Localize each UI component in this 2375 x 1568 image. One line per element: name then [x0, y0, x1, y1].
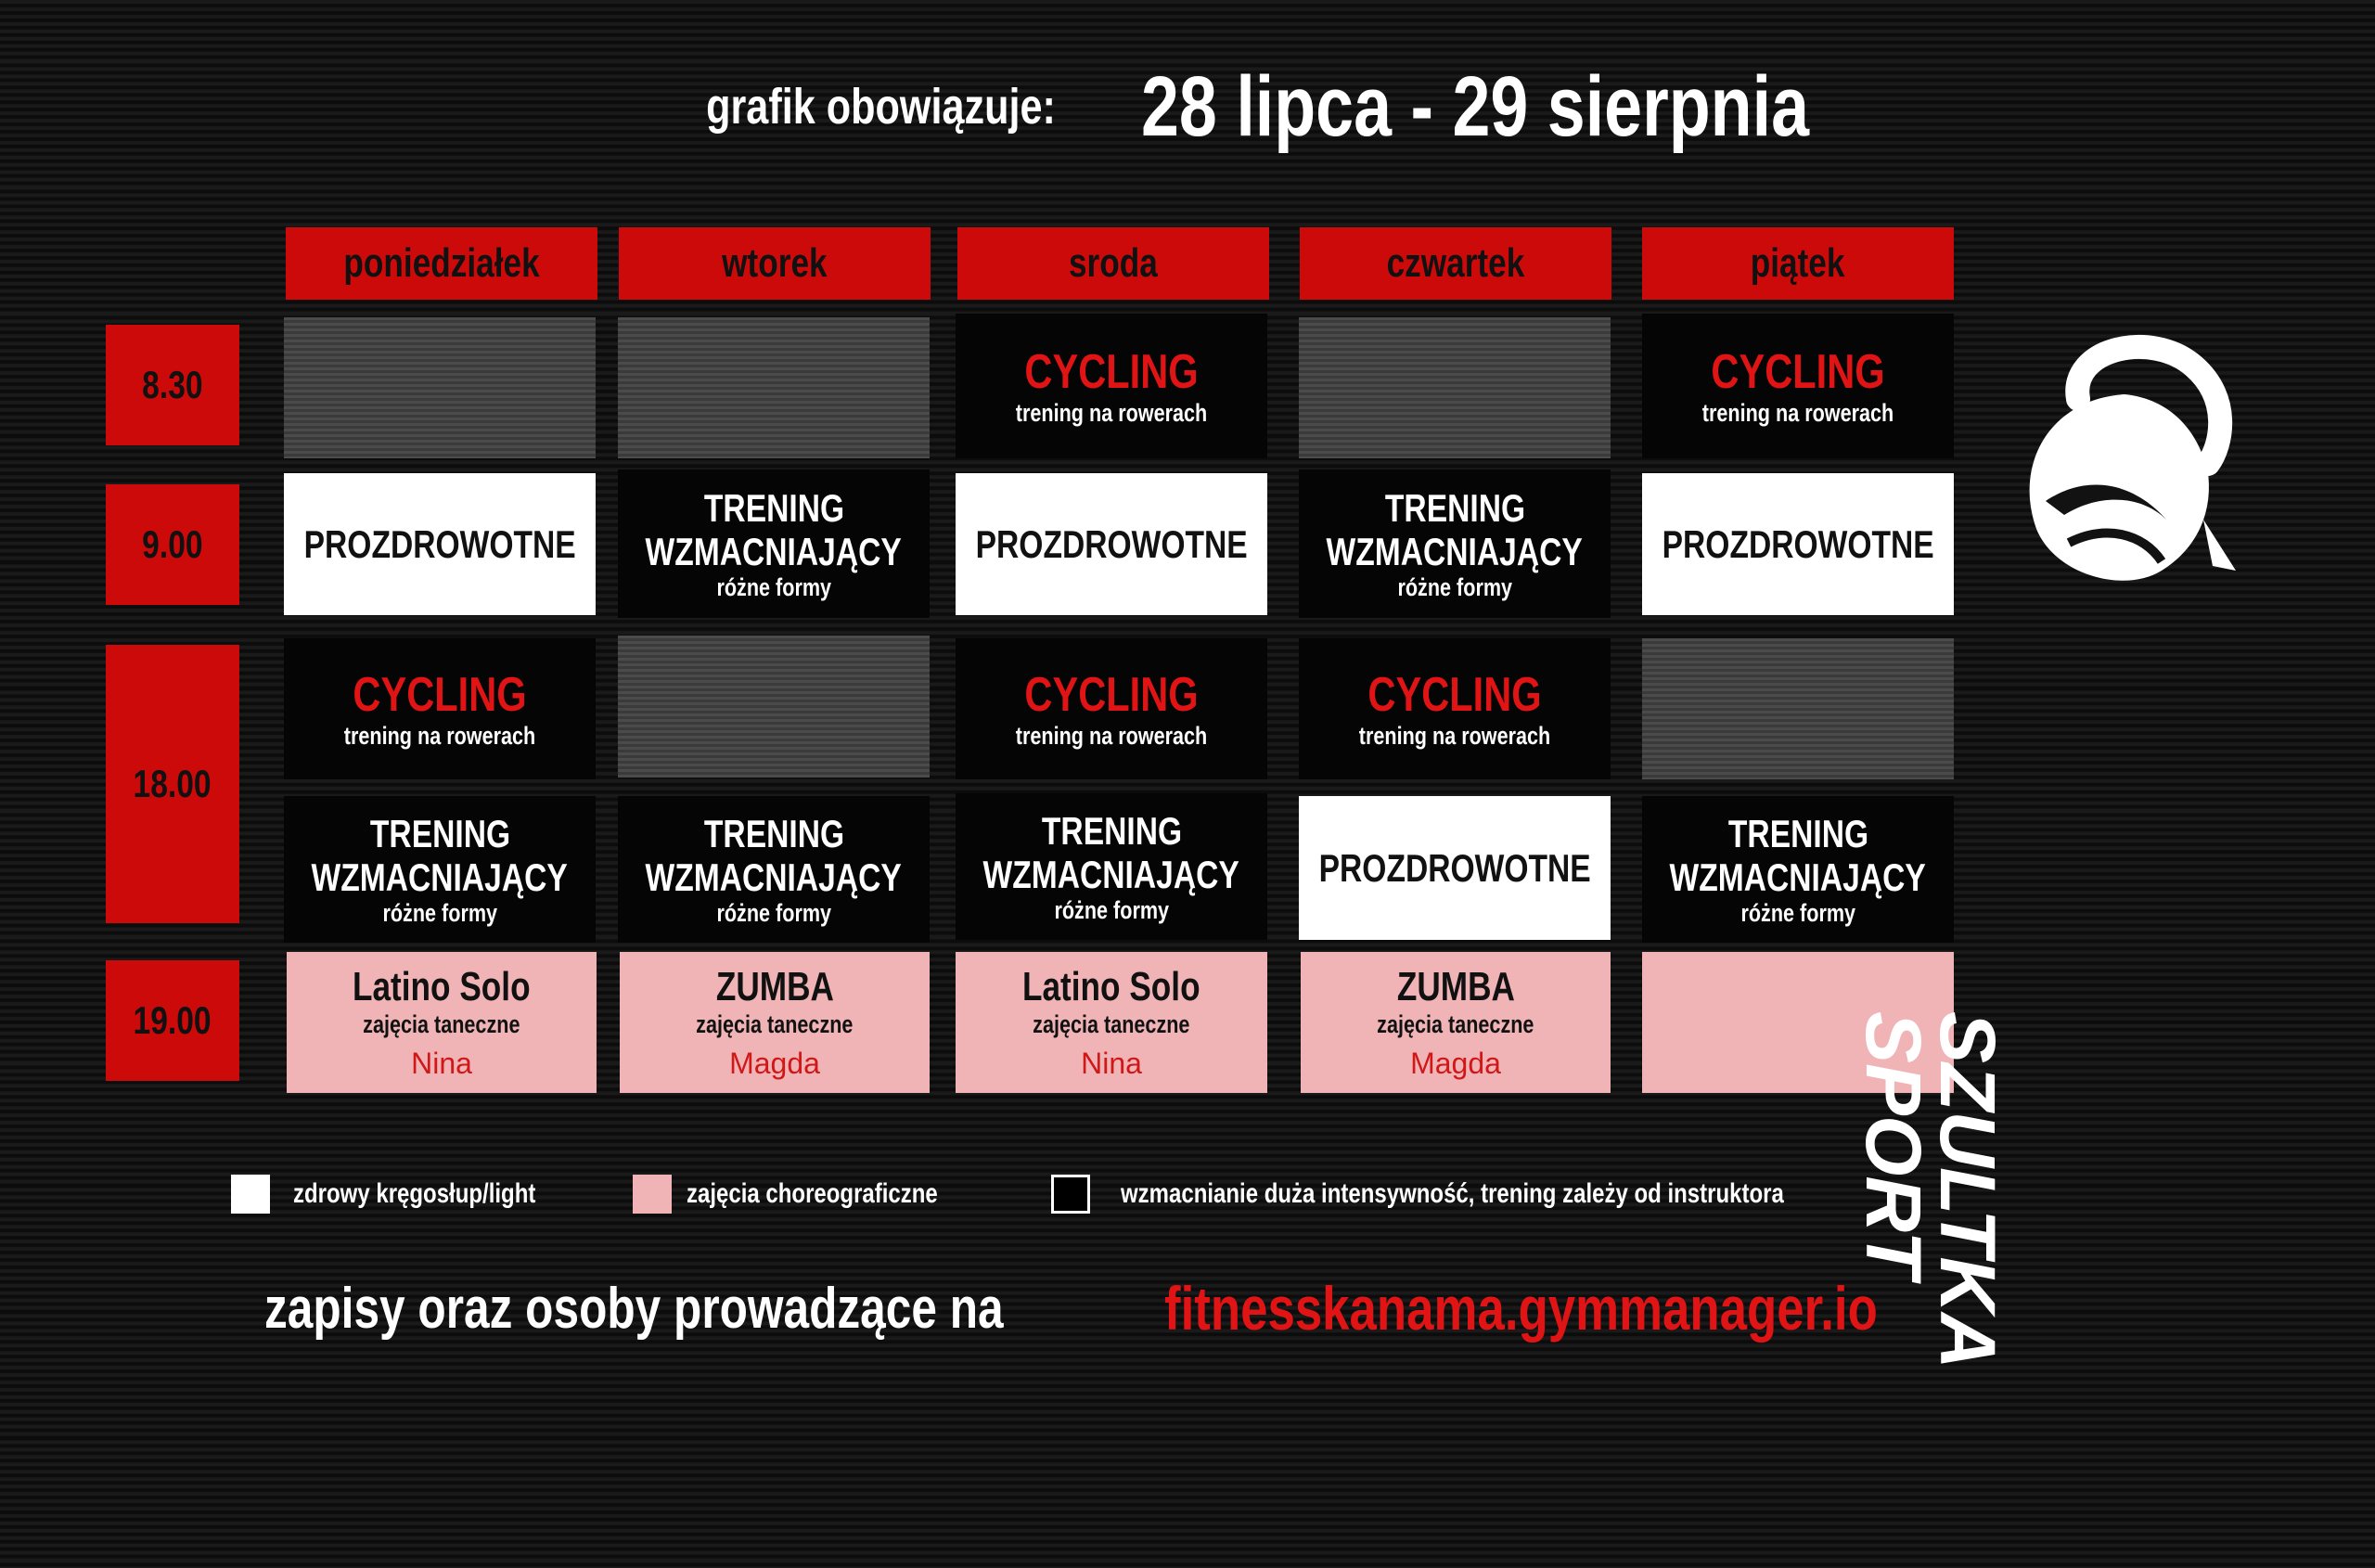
- class-prozdrowotne: PROZDROWOTNE: [956, 473, 1267, 615]
- day-header-thursday: czwartek: [1300, 227, 1611, 300]
- class-latino-solo: Latino Solo zajęcia taneczne Nina: [956, 952, 1267, 1093]
- legend-label: zdrowy kręgosłup/light: [293, 1178, 536, 1209]
- validity-range: 28 lipca - 29 sierpnia: [1141, 58, 1810, 154]
- instructor-name: Nina: [411, 1046, 472, 1080]
- schedule-cell-empty: [618, 636, 930, 778]
- time-cell-1900: 19.00: [106, 960, 239, 1081]
- class-trening-wzmacniajacy: TRENING WZMACNIAJĄCY różne formy: [618, 469, 930, 618]
- legend-label: wzmacnianie duża intensywność, trening zależy od instruktora: [1121, 1178, 1784, 1209]
- day-header-wednesday: sroda: [957, 227, 1269, 300]
- class-zumba: ZUMBA zajęcia taneczne Magda: [620, 952, 930, 1093]
- schedule-cell-empty: [1642, 638, 1954, 779]
- class-trening-wzmacniajacy: TRENING WZMACNIAJĄCY różne formy: [284, 796, 596, 943]
- time-cell-1800: 18.00: [106, 645, 239, 923]
- class-cycling: CYCLING trening na rowerach: [1299, 638, 1611, 779]
- signup-url-link[interactable]: fitnesskanama.gymmanager.io: [1164, 1274, 1878, 1343]
- class-trening-wzmacniajacy: TRENING WZMACNIAJĄCY różne formy: [956, 793, 1267, 940]
- logo-text: SZULTKA SPORT: [1850, 1011, 2011, 1369]
- class-cycling: CYCLING trening na rowerach: [956, 638, 1267, 779]
- legend-label: zajęcia choreograficzne: [687, 1178, 938, 1209]
- class-trening-wzmacniajacy: TRENING WZMACNIAJĄCY różne formy: [1642, 796, 1954, 943]
- instructor-name: Nina: [1081, 1046, 1142, 1080]
- class-zumba: ZUMBA zajęcia taneczne Magda: [1301, 952, 1611, 1093]
- validity-label: grafik obowiązuje:: [706, 79, 1057, 135]
- class-latino-solo: Latino Solo zajęcia taneczne Nina: [287, 952, 597, 1093]
- legend-swatch-white: [231, 1175, 270, 1214]
- class-trening-wzmacniajacy: TRENING WZMACNIAJĄCY różne formy: [618, 796, 930, 943]
- instructor-name: Magda: [729, 1046, 820, 1080]
- kettlebell-icon: [2013, 334, 2245, 603]
- day-header-tuesday: wtorek: [619, 227, 931, 300]
- time-cell-0830: 8.30: [106, 325, 239, 445]
- legend-swatch-black: [1051, 1175, 1090, 1214]
- time-cell-0900: 9.00: [106, 484, 239, 605]
- class-prozdrowotne: PROZDROWOTNE: [1299, 796, 1611, 940]
- day-header-friday: piątek: [1642, 227, 1954, 300]
- class-prozdrowotne: PROZDROWOTNE: [284, 473, 596, 615]
- class-cycling: CYCLING trening na rowerach: [284, 638, 596, 779]
- signup-label: zapisy oraz osoby prowadzące na: [264, 1276, 1004, 1341]
- class-cycling: CYCLING trening na rowerach: [1642, 314, 1954, 458]
- class-cycling: CYCLING trening na rowerach: [956, 314, 1267, 458]
- legend-swatch-pink: [633, 1175, 672, 1214]
- class-prozdrowotne: PROZDROWOTNE: [1642, 473, 1954, 615]
- schedule-cell-empty: [1299, 317, 1611, 458]
- schedule-cell-empty: [284, 317, 596, 458]
- schedule-cell-empty: [618, 317, 930, 458]
- instructor-name: Magda: [1410, 1046, 1501, 1080]
- day-header-monday: poniedziałek: [286, 227, 597, 300]
- class-trening-wzmacniajacy: TRENING WZMACNIAJĄCY różne formy: [1299, 469, 1611, 618]
